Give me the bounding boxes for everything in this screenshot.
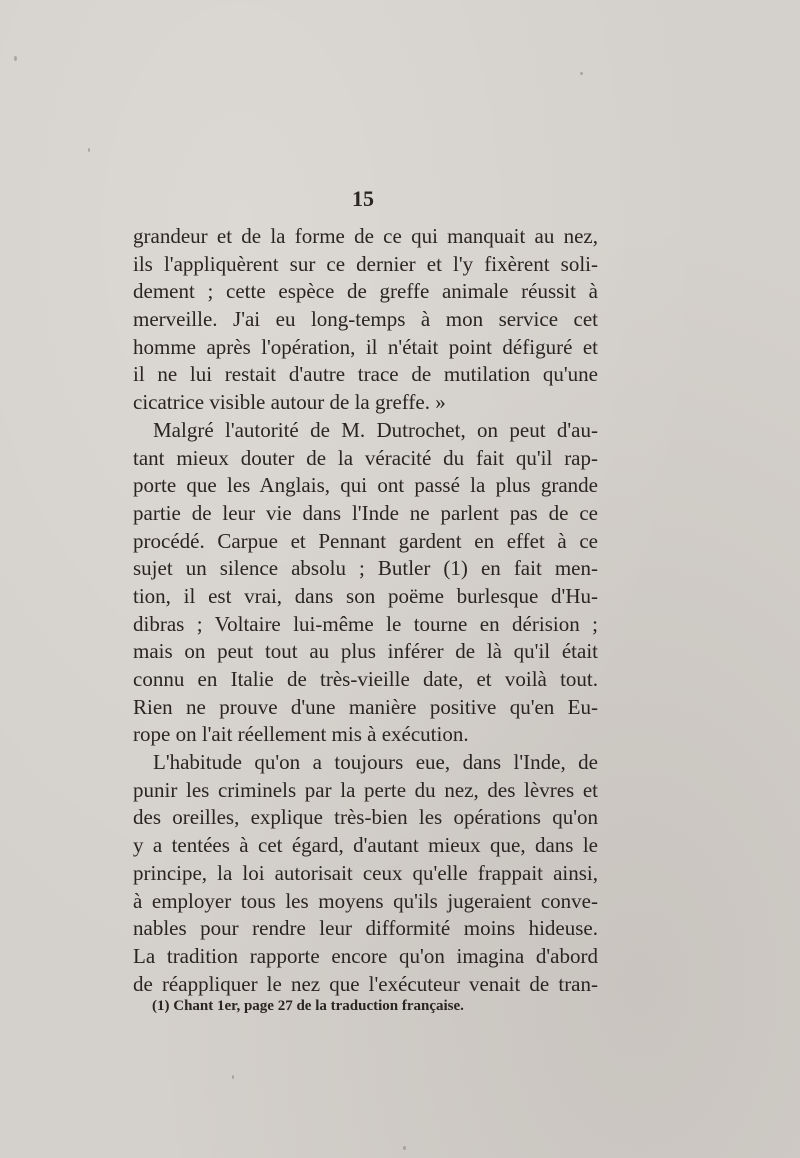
text-line: sujet un silence absolu ; Butler (1) en fait men- (133, 556, 598, 581)
text-line: Rien ne prouve d'une manière positive qu'en Eu- (133, 694, 598, 719)
text-line: La tradition rapporte encore qu'on imagina d'abord (133, 943, 598, 968)
paper-speck (580, 72, 583, 75)
text-line: mais on peut tout au plus inférer de là qu'il était (133, 639, 598, 664)
text-line: il ne lui restait d'autre trace de mutilation qu'une (133, 362, 598, 387)
paper-speck (403, 1146, 406, 1150)
text-line: à employer tous les moyens qu'ils jugeraient conve- (133, 888, 598, 913)
text-line: procédé. Carpue et Pennant gardent en effet à ce (133, 528, 598, 553)
text-line: homme après l'opération, il n'était point défiguré et (133, 334, 598, 359)
text-line: punir les criminels par la perte du nez, des lèvres et (133, 777, 598, 802)
paper-speck (232, 1075, 234, 1079)
text-line: ils l'appliquèrent sur ce dernier et l'y fixèrent soli- (133, 251, 598, 276)
text-line: nables pour rendre leur difformité moins hideuse. (133, 916, 598, 941)
text-line: Malgré l'autorité de M. Dutrochet, on peut d'au- (153, 417, 598, 442)
text-line: tant mieux douter de la véracité du fait qu'il rap- (133, 445, 598, 470)
text-line: grandeur et de la forme de ce qui manquait au nez, (133, 224, 598, 248)
text-line: rope on l'ait réellement mis à exécution. (133, 722, 469, 747)
text-line: y a tentées à cet égard, d'autant mieux que, dans le (133, 833, 598, 858)
text-line: L'habitude qu'on a toujours eue, dans l'Inde, de (153, 750, 598, 775)
page-number: 15 (352, 186, 374, 211)
paper-speck (14, 56, 17, 61)
body-text (133, 223, 598, 998)
text-line: cicatrice visible autour de la greffe. » (133, 390, 446, 415)
text-line: connu en Italie de très-vieille date, et voilà tout. (133, 667, 598, 691)
text-line: de réappliquer le nez que l'exécuteur venait de tran- (133, 971, 598, 996)
text-line: partie de leur vie dans l'Inde ne parlent pas de ce (133, 500, 598, 525)
text-line: merveille. J'ai eu long-temps à mon service cet (133, 307, 598, 332)
text-line: porte que les Anglais, qui ont passé la plus grande (133, 473, 598, 498)
paper-speck (88, 148, 90, 152)
text-line: tion, il est vrai, dans son poëme burlesque d'Hu- (133, 583, 598, 608)
text-line: principe, la loi autorisait ceux qu'elle frappait ainsi, (133, 860, 598, 885)
text-line: dement ; cette espèce de greffe animale réussit à (133, 279, 598, 304)
text-line: des oreilles, explique très-bien les opérations qu'on (133, 805, 598, 830)
text-line: dibras ; Voltaire lui-même le tourne en dérision ; (133, 611, 598, 636)
footnote: (1) Chant 1er, page 27 de la traduction française. (152, 998, 464, 1014)
